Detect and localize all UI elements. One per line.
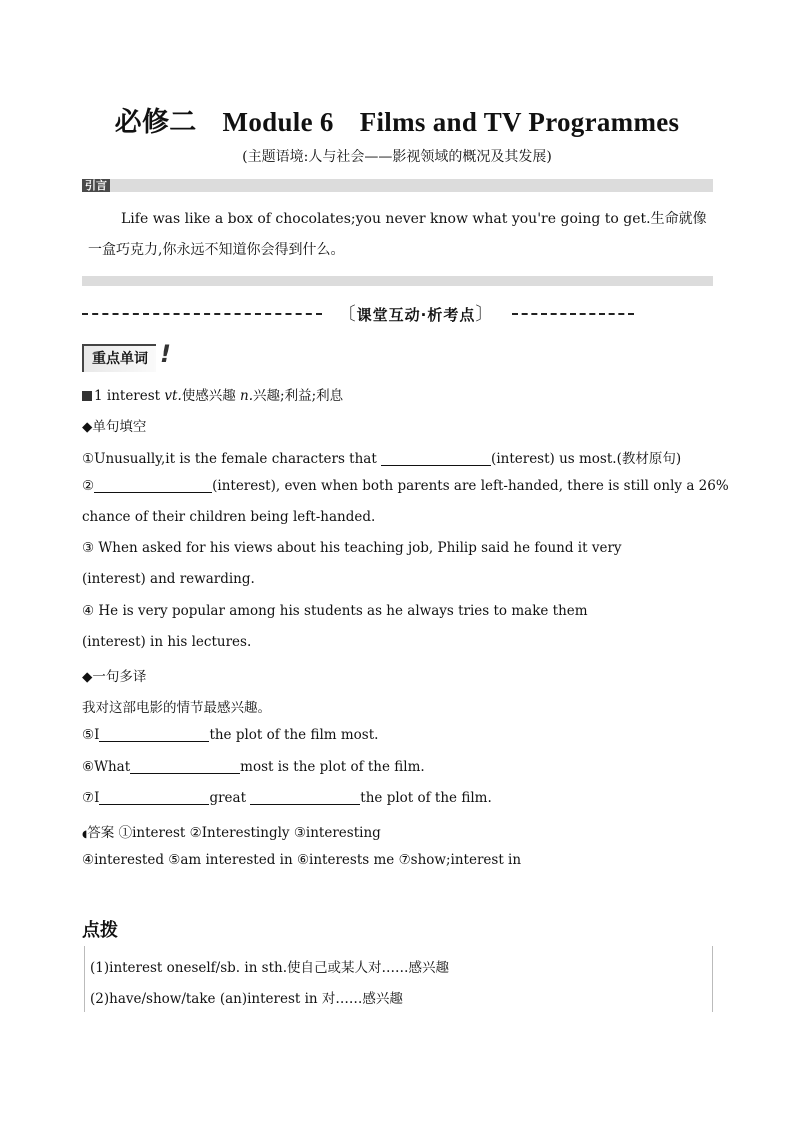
answer-blank[interactable] xyxy=(381,451,491,466)
question-3: ③ When asked for his views about his teaching job, Philip said he found it very xyxy=(82,540,622,556)
title-module: Module 6 xyxy=(222,107,334,137)
tip-line-1: (1)interest oneself/sb. in sth.使自己或某人对……感兴趣 xyxy=(90,960,450,976)
translate-chinese: 我对这部电影的情节最感兴趣。 xyxy=(82,700,271,716)
answer-icon: ◖ xyxy=(82,829,88,840)
answer-line-2: ④interested ⑤am interested in ⑥interests me ⑦show;interest in xyxy=(82,852,522,868)
tip-line-2: (2)have/show/take (an)interest in 对……感兴趣 xyxy=(90,991,403,1007)
answer-blank[interactable] xyxy=(130,759,240,774)
answer-blank[interactable] xyxy=(99,727,209,742)
section-divider xyxy=(82,303,713,327)
translate-heading: ◆一句多译 xyxy=(82,669,147,685)
question-4: ④ He is very popular among his students as he always tries to make them xyxy=(82,603,588,619)
intro-bar xyxy=(82,179,713,192)
keyword-entry: 1 interest vt.使感兴趣 n.兴趣;利益;利息 xyxy=(82,384,712,404)
tips-title: 点拨 xyxy=(82,920,118,941)
question-1: ①Unusually,it is the female characters that (interest) us most.(教材原句) xyxy=(82,451,682,467)
tips-box xyxy=(84,946,713,1012)
translation-5: ⑤I the plot of the film most. xyxy=(82,727,379,743)
fill-heading: ◆单句填空 xyxy=(82,419,147,435)
keyword-tag: 重点单词 xyxy=(82,344,156,372)
answer-blank[interactable] xyxy=(94,478,212,493)
page-subtitle: (主题语境:人与社会——影视领域的概况及其发展) xyxy=(242,149,552,165)
dash-right xyxy=(512,313,634,315)
title-cn: 必修二 xyxy=(114,107,197,137)
translation-7: ⑦I great the plot of the film. xyxy=(82,790,492,806)
title-topic: Films and TV Programmes xyxy=(359,107,680,137)
dash-left xyxy=(82,313,322,315)
intro-tag: 引言 xyxy=(82,179,110,192)
answer-blank[interactable] xyxy=(250,790,360,805)
intro-bottom-bar xyxy=(82,276,713,286)
question-2-cont: chance of their children being left-handed. xyxy=(82,509,376,525)
question-3-cont: (interest) and rewarding. xyxy=(82,571,255,587)
question-4-cont: (interest) in his lectures. xyxy=(82,634,252,650)
intro-text: Life was like a box of chocolates;you never know what you're going to get.生命就像一盒巧克力,你永远不知道你会得到什么。 xyxy=(88,211,707,258)
question-2: ② (interest), even when both parents are left-handed, there is still only a 26% xyxy=(82,478,729,494)
exclamation-icon: ! xyxy=(160,340,171,368)
translation-6: ⑥What most is the plot of the film. xyxy=(82,759,425,775)
answer-blank[interactable] xyxy=(99,790,209,805)
section-label: 〔课堂互动·析考点〕 xyxy=(337,304,495,325)
square-bullet-icon xyxy=(82,391,92,401)
page-title xyxy=(0,100,794,139)
answer-line-1: ◖答案 ①interest ②Interestingly ③interesting xyxy=(82,825,381,841)
